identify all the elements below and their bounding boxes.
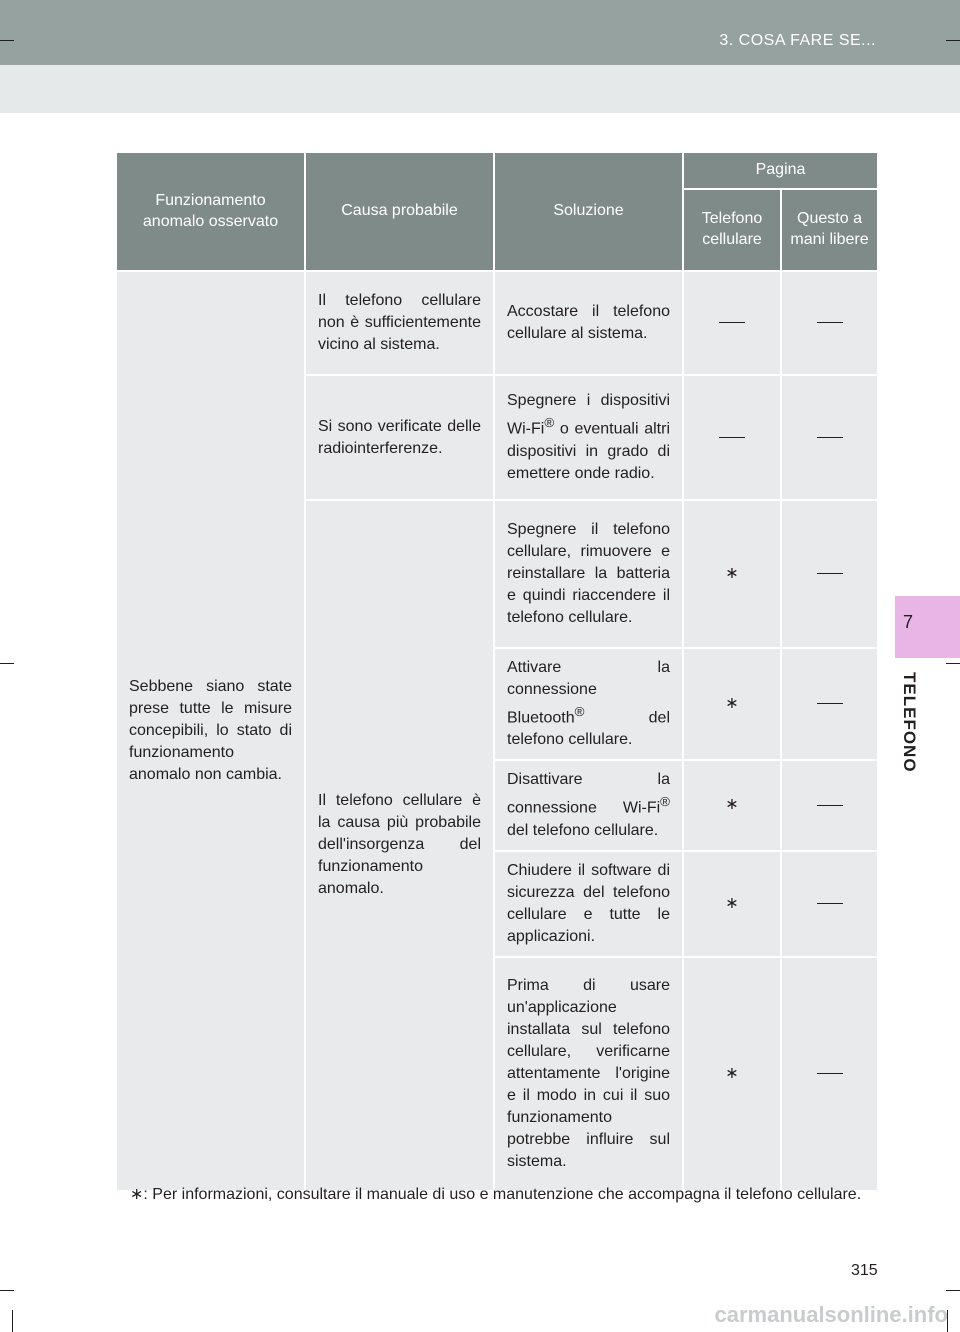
dash-mark xyxy=(719,437,745,438)
system-page-cell xyxy=(781,271,878,375)
crop-mark xyxy=(0,40,14,41)
crop-mark xyxy=(946,663,960,664)
header-band xyxy=(0,65,960,113)
phone-page-cell: ∗ xyxy=(683,760,781,850)
dash-mark xyxy=(817,322,843,323)
cause-cell: Il telefono cellulare è la causa più probabile dell'insorgenza del funzionamento anomalo. xyxy=(305,500,494,1191)
dash-mark xyxy=(719,322,745,323)
dash-mark xyxy=(817,805,843,806)
system-page-cell xyxy=(781,957,878,1191)
cause-cell: Il telefono cellulare non è sufficientemente vicino al sistema. xyxy=(305,271,494,375)
footnote: ∗: Per informazioni, consultare il manuale di uso e manutenzione che accompagna il telefono cellulare. xyxy=(130,1186,862,1203)
symptom-cell: Sebbene siano state prese tutte le misure concepibili, lo stato di funzionamento anomalo non cambia. xyxy=(116,271,305,1191)
solution-cell xyxy=(494,760,683,850)
header-page: Pagina xyxy=(683,152,878,189)
chapter-label: TELEFONO xyxy=(900,672,919,773)
phone-page-cell: ∗ xyxy=(683,851,781,957)
phone-page-cell: ∗ xyxy=(683,648,781,760)
solution-text: Disattivare la connessione Wi-Fi xyxy=(507,771,670,817)
solution-cell: Chiudere il software di sicurezza del telefono cellulare e tutte le applicazioni. xyxy=(494,851,683,957)
section-title: 3. COSA FARE SE... xyxy=(719,32,876,49)
header-page-system: Questo a mani libere xyxy=(781,189,878,271)
solution-text: o eventuali altri dispositivi in grado di emettere onde radio. xyxy=(507,420,670,482)
solution-text: del telefono cellulare. xyxy=(507,821,659,839)
dash-mark xyxy=(817,903,843,904)
solution-cell xyxy=(494,648,683,760)
crop-mark xyxy=(946,40,960,41)
solution-text: Spegnere i dispositivi Wi-Fi xyxy=(507,392,670,438)
system-page-cell xyxy=(781,648,878,760)
registered-mark: ® xyxy=(660,794,670,810)
solution-cell: Accostare il telefono cellulare al sistema. xyxy=(494,271,683,375)
crop-mark xyxy=(946,1290,960,1291)
dash-mark xyxy=(817,1073,843,1074)
crop-mark xyxy=(0,663,14,664)
system-page-cell xyxy=(781,760,878,850)
troubleshooting-table xyxy=(115,151,879,1192)
system-page-cell xyxy=(781,851,878,957)
page-number: 315 xyxy=(851,1262,878,1279)
header-symptom: Funzionamento anomalo osservato xyxy=(116,152,305,271)
phone-page-cell xyxy=(683,375,781,500)
solution-cell: Prima di usare un'applicazione installata sul telefono cellulare, verificarne attentamente l'origine e il modo in cui il suo funzionamento potrebbe influire sul sistema. xyxy=(494,957,683,1191)
crop-mark xyxy=(12,1310,13,1332)
solution-text: del telefono cellulare. xyxy=(507,709,670,749)
header-solution: Soluzione xyxy=(494,152,683,271)
phone-page-cell xyxy=(683,271,781,375)
solution-cell: Spegnere il telefono cellulare, rimuovere e reinstallare la batteria e quindi riaccendere il telefono cellulare. xyxy=(494,500,683,648)
phone-page-cell: ∗ xyxy=(683,957,781,1191)
watermark: carmanualsonline.info xyxy=(714,1302,948,1327)
chapter-number: 7 xyxy=(902,612,913,632)
registered-mark: ® xyxy=(544,415,555,431)
registered-mark: ® xyxy=(574,704,585,719)
solution-cell xyxy=(494,375,683,500)
system-page-cell xyxy=(781,500,878,648)
dash-mark xyxy=(817,573,843,574)
crop-mark xyxy=(0,1290,14,1291)
phone-page-cell: ∗ xyxy=(683,500,781,648)
solution-text: Attivare la connessione Bluetooth xyxy=(507,659,670,727)
cause-cell: Si sono verificate delle radiointerferenze. xyxy=(305,375,494,500)
header-page-phone: Telefono cellulare xyxy=(683,189,781,271)
system-page-cell xyxy=(781,375,878,500)
dash-mark xyxy=(817,437,843,438)
dash-mark xyxy=(817,703,843,704)
header-cause: Causa probabile xyxy=(305,152,494,271)
